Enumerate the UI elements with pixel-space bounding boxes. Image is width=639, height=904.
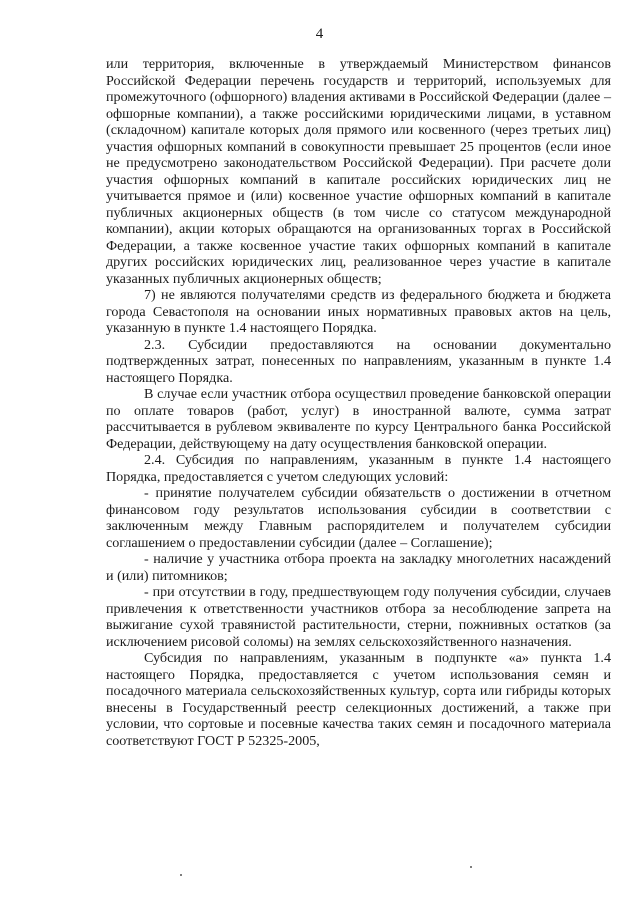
page-number: 4 <box>315 26 324 42</box>
paragraph-offshore-continuation: или территория, включенные в утверждаемый Министерством финансов Российской Федерации перечень государств и территорий, используемых для промежуточного (офшорного) владения активами в Российской Федерации (далее – офшорные компании), а также российскими юридическими лицами, в уставном (складочном) капитале которых доля прямого или косвенного (через третьих лиц) участия офшорных компаний в совокупности превышает 25 процентов (если иное не предусмотрено законодательством Российской Федерации). При расчете доли участия офшорных компаний в капитале российских юридических лиц не учитывается прямое и (или) косвенное участие офшорных компаний в капитале публичных акционерных обществ (в том числе со статусом международной компании), акции которых обращаются на организованных торгах в Российской Федерации, а также косвенное участие таких офшорных компаний в капитале других российских юридических лиц, реализованное через участие в капитале указанных публичных акционерных обществ; <box>106 56 611 287</box>
paragraph-2-4: 2.4. Субсидия по направлениям, указанным в пункте 1.4 настоящего Порядка, предоставляется с учетом следующих условий: <box>106 452 611 485</box>
paragraph-seed-requirements: Субсидия по направлениям, указанным в подпункте «а» пункта 1.4 настоящего Порядка, предоставляется с учетом использования семян и посадочного материала сельскохозяйственных культур, сорта или гибриды которых внесены в Государственный реестр селекционных достижений, а также при условии, что сортовые и посевные качества таких семян и посадочного материала соответствуют ГОСТ Р 52325-2005, <box>106 650 611 749</box>
document-body <box>106 56 611 749</box>
scan-speck <box>180 874 182 876</box>
paragraph-foreign-currency: В случае если участник отбора осуществил проведение банковской операции по оплате товаров (работ, услуг) в иностранной валюте, сумма затрат рассчитывается в рублевом эквиваленте по курсу Центрального банка Российской Федерации, действующему на дату осуществления банковской операции. <box>106 386 611 452</box>
scan-speck <box>470 866 472 868</box>
condition-results-obligation: - принятие получателем субсидии обязательств о достижении в отчетном финансовом году результатов использования субсидии в соответствии с заключенным между Главным распорядителем и получателем субсидии соглашением о предоставлении субсидии (далее – Соглашение); <box>106 485 611 551</box>
condition-planting-project: - наличие у участника отбора проекта на закладку многолетних насаждений и (или) питомников; <box>106 551 611 584</box>
paragraph-2-3: 2.3. Субсидии предоставляются на основании документально подтвержденных затрат, понесенных по направлениям, указанным в пункте 1.4 настоящего Порядка. <box>106 336 611 386</box>
condition-no-burning: - при отсутствии в году, предшествующем году получения субсидии, случаев привлечения к ответственности участников отбора за несоблюдение запрета на выжигание сухой травянистой растительности, стерни, пожнивных остатков (за исключением рисовой соломы) на землях сельскохозяйственного назначения. <box>106 584 611 650</box>
paragraph-item-7: 7) не являются получателями средств из федерального бюджета и бюджета города Севастополя на основании иных нормативных правовых актов на цель, указанную в пункте 1.4 настоящего Порядка. <box>106 287 611 336</box>
